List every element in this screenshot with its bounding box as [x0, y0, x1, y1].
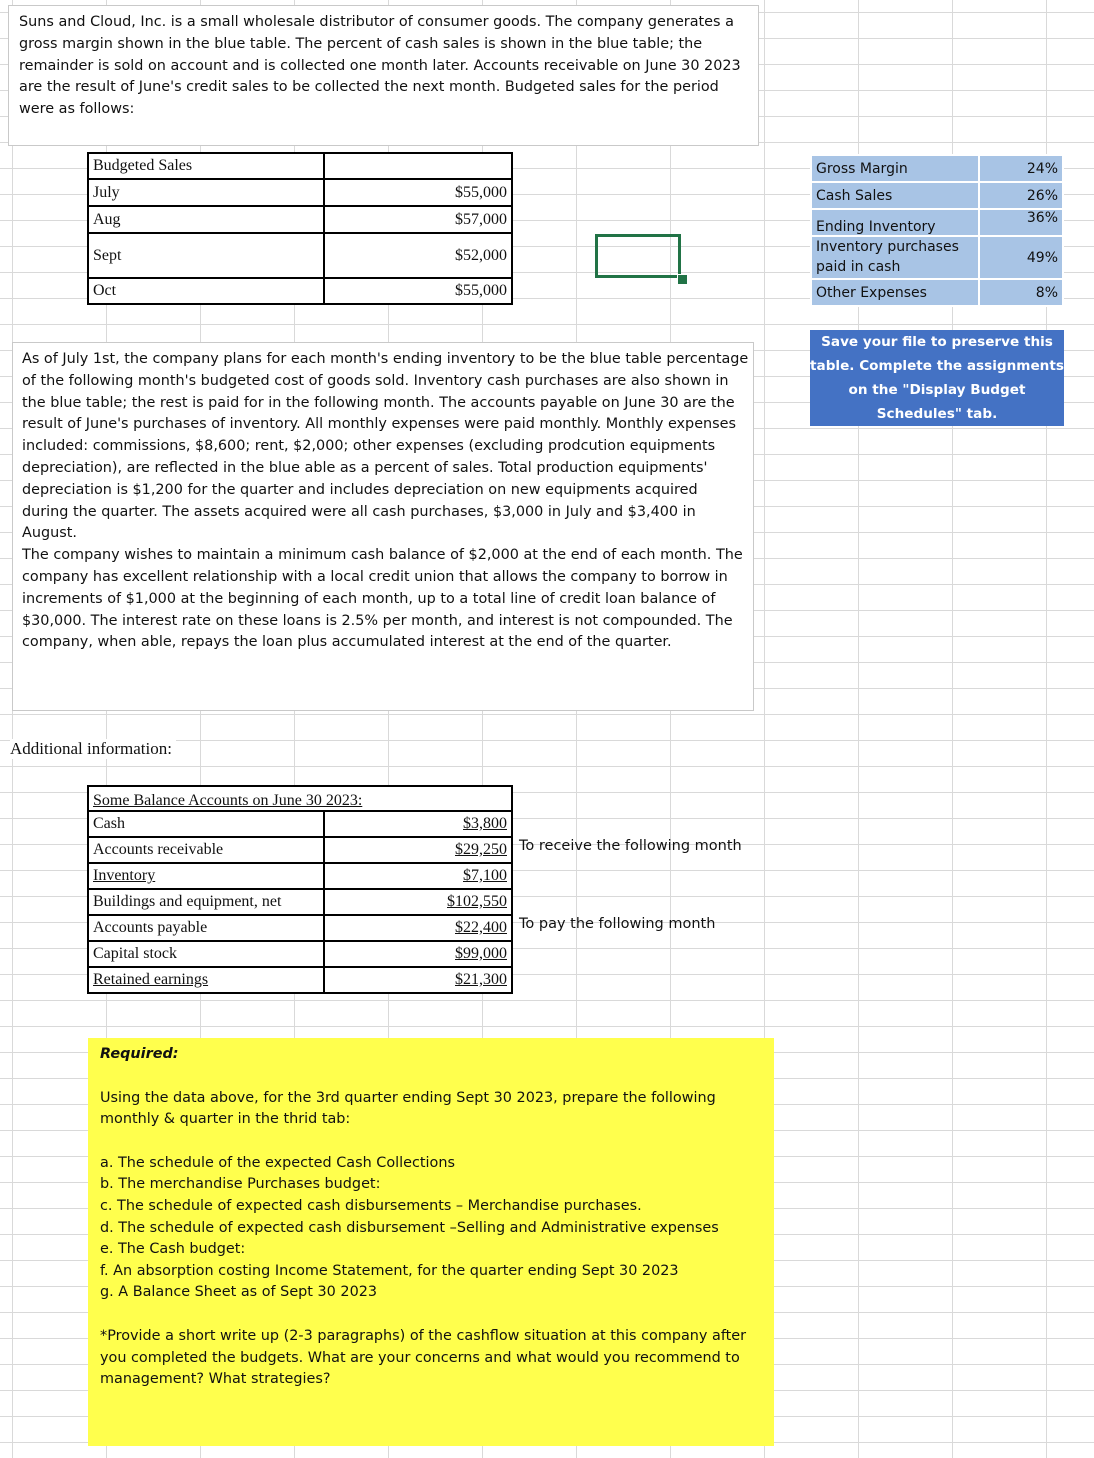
balance-accounts-table: [87, 785, 513, 994]
save-note-line: Schedules" tab.: [876, 406, 998, 422]
required-item: f. An absorption costing Income Statement, for the quarter ending Sept 30 2023: [100, 1262, 679, 1279]
required-intro-line: Using the data above, for the 3rd quarter ending Sept 30 2023, prepare the following: [100, 1089, 716, 1106]
narrative-line: depreciation is $1,200 for the quarter and includes depreciation on new equipments acquired: [22, 481, 698, 498]
writeup-line: *Provide a short write up (2-3 paragraphs) of the cashflow situation at this company after: [100, 1327, 747, 1344]
required-item: e. The Cash budget:: [100, 1241, 246, 1258]
account-amount[interactable]: $99,000: [324, 941, 512, 967]
save-note: [810, 330, 1064, 426]
save-note-line: on the "Display Budget: [848, 382, 1026, 398]
account-amount[interactable]: $7,100: [324, 863, 512, 889]
parameter-value[interactable]: 49%: [979, 236, 1063, 279]
intro-line: are the result of June's credit sales to be collected the next month. Budgeted sales for the period: [19, 79, 719, 96]
budgeted-sales-table: [87, 152, 513, 305]
parameter-label-bottom: paid in cash: [816, 259, 901, 275]
parameter-value[interactable]: 8%: [979, 279, 1063, 306]
intro-textbox[interactable]: [8, 5, 759, 146]
parameter-label[interactable]: Other Expenses: [811, 279, 979, 306]
account-label[interactable]: Capital stock: [88, 941, 324, 967]
parameter-value[interactable]: 26%: [979, 182, 1063, 209]
sales-amount-cell[interactable]: $52,000: [324, 233, 512, 278]
required-title: Required:: [100, 1046, 179, 1062]
narrative-line: $30,000. The interest rate on these loans is 2.5% per month, and interest is not compounded. The: [22, 612, 733, 629]
account-amount[interactable]: $3,800: [324, 811, 512, 837]
account-amount[interactable]: $21,300: [324, 967, 512, 993]
required-intro-line: monthly & quarter in the thrid tab:: [100, 1111, 351, 1128]
narrative-line: depreciation), are reflected in the blue able as a percent of sales. Total production equipments': [22, 459, 708, 476]
account-label[interactable]: Cash: [88, 811, 324, 837]
save-note-line: table. Complete the assignments: [810, 358, 1064, 374]
writeup-line: you completed the budgets. What are your concerns and what would you recommend to: [100, 1349, 740, 1366]
narrative-line: company has excellent relationship with a local credit union that allows the company to borrow in: [22, 568, 728, 585]
parameter-value[interactable]: 36%: [979, 209, 1063, 236]
required-item: d. The schedule of expected cash disbursement –Selling and Administrative expenses: [100, 1219, 719, 1236]
parameter-label-top: Inventory purchases: [816, 239, 959, 255]
save-note-line: Save your file to preserve this: [821, 334, 1053, 350]
month-cell[interactable]: Oct: [88, 278, 324, 304]
narrative-line: included: commissions, $8,600; rent, $2,000; other expenses (excluding prodcution equipments: [22, 438, 716, 455]
sales-amount-cell[interactable]: $55,000: [324, 278, 512, 304]
account-label[interactable]: Accounts payable: [88, 915, 324, 941]
required-item: g. A Balance Sheet as of Sept 30 2023: [100, 1284, 378, 1301]
sales-amount-cell[interactable]: $55,000: [324, 179, 512, 206]
writeup-line: management? What strategies?: [100, 1371, 331, 1388]
parameter-label[interactable]: Ending Inventory: [811, 209, 979, 236]
sales-amount-cell[interactable]: $57,000: [324, 206, 512, 233]
balance-header[interactable]: Some Balance Accounts on June 30 2023:: [88, 786, 512, 811]
account-label[interactable]: Inventory: [88, 863, 324, 889]
narrative-line: result of June's purchases of inventory. All monthly expenses were paid monthly. Monthly expenses: [22, 416, 737, 433]
month-cell[interactable]: Aug: [88, 206, 324, 233]
narrative-line: increments of $1,000 at the beginning of each month, up to a total line of credit loan balance of: [22, 590, 716, 607]
required-item: b. The merchandise Purchases budget:: [100, 1176, 381, 1193]
account-label[interactable]: Buildings and equipment, net: [88, 889, 324, 915]
account-amount[interactable]: $29,250: [324, 837, 512, 863]
account-label[interactable]: Accounts receivable: [88, 837, 324, 863]
ap-note[interactable]: To pay the following month: [519, 916, 716, 932]
budgeted-sales-header-blank[interactable]: [324, 153, 512, 179]
intro-line: Suns and Cloud, Inc. is a small wholesale distributor of consumer goods. The company generates a: [19, 14, 734, 30]
intro-line: were as follows:: [19, 101, 135, 118]
narrative-line: The company wishes to maintain a minimum cash balance of $2,000 at the end of each month. The: [22, 547, 743, 564]
month-cell[interactable]: July: [88, 179, 324, 206]
account-amount[interactable]: $22,400: [324, 915, 512, 941]
fill-handle[interactable]: [677, 274, 688, 285]
required-box[interactable]: [88, 1038, 774, 1446]
narrative-textbox[interactable]: [12, 342, 754, 711]
required-item: c. The schedule of expected cash disbursements – Merchandise purchases.: [100, 1197, 642, 1214]
selected-cell[interactable]: [595, 234, 681, 278]
narrative-line: the blue table; the rest is paid for in the following month. The accounts payable on June 30 are the: [22, 394, 735, 411]
parameter-value[interactable]: 24%: [979, 155, 1063, 182]
parameter-label[interactable]: [811, 236, 979, 279]
intro-line: remainder is sold on account and is collected one month later. Accounts receivable on June 30 2023: [19, 57, 741, 74]
month-cell[interactable]: Sept: [88, 233, 324, 278]
narrative-line: As of July 1st, the company plans for each month's ending inventory to be the blue table percentage: [22, 351, 749, 367]
account-label[interactable]: Retained earnings: [88, 967, 324, 993]
ar-note[interactable]: To receive the following month: [519, 838, 742, 854]
intro-line: gross margin shown in the blue table. The percent of cash sales is shown in the blue table; the: [19, 35, 703, 52]
blue-parameter-table: [810, 154, 1064, 307]
parameter-label[interactable]: Cash Sales: [811, 182, 979, 209]
narrative-line: during the quarter. The assets acquired were all cash purchases, $3,000 in July and $3,400 in August.: [22, 503, 696, 542]
account-amount[interactable]: $102,550: [324, 889, 512, 915]
narrative-line: of the following month's budgeted cost of goods sold. Inventory cash purchases are also shown in: [22, 372, 729, 389]
parameter-label[interactable]: Gross Margin: [811, 155, 979, 182]
additional-info-label[interactable]: Additional information:: [10, 739, 176, 759]
required-item: a. The schedule of the expected Cash Collections: [100, 1154, 455, 1171]
narrative-line: company, when able, repays the loan plus accumulated interest at the end of the quarter.: [22, 634, 672, 651]
budgeted-sales-header[interactable]: Budgeted Sales: [88, 153, 324, 179]
